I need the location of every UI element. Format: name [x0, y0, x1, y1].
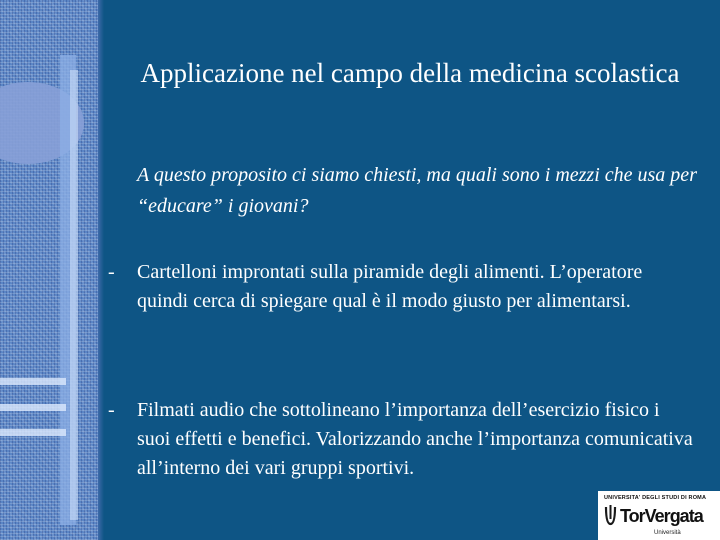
decorative-bar	[0, 378, 66, 385]
slide-title: Applicazione nel campo della medicina scolastica	[140, 58, 680, 88]
bullet-text: Filmati audio che sottolineano l’importanza dell’esercizio fisico i suoi effetti e benefici. Valorizzando anche l’importanza comunicativa all’interno dei vari gruppi sportivi.	[137, 399, 693, 479]
band-edge	[98, 0, 104, 540]
logo-mark-icon	[604, 504, 617, 526]
bullet-marker: -	[108, 399, 115, 421]
bullet-marker: -	[108, 261, 115, 283]
logo-university-text: UNIVERSITA' DEGLI STUDI DI ROMA	[604, 495, 707, 501]
decorative-bar	[0, 429, 66, 436]
decorative-vertical-strip	[70, 70, 78, 520]
logo-subtitle: Università	[654, 530, 681, 536]
bullet-text: Cartelloni improntati sulla piramide degli alimenti. L’operatore quindi cerca di spiegare qual è il modo giusto per alimentarsi.	[137, 261, 643, 312]
university-logo	[598, 491, 720, 540]
logo-name: TorVergata	[620, 506, 703, 526]
decorative-side-band	[0, 0, 98, 540]
intro-question: A questo proposito ci siamo chiesti, ma quali sono i mezzi che usa per “educare” i giovani?	[137, 164, 697, 217]
decorative-bar	[0, 404, 66, 411]
